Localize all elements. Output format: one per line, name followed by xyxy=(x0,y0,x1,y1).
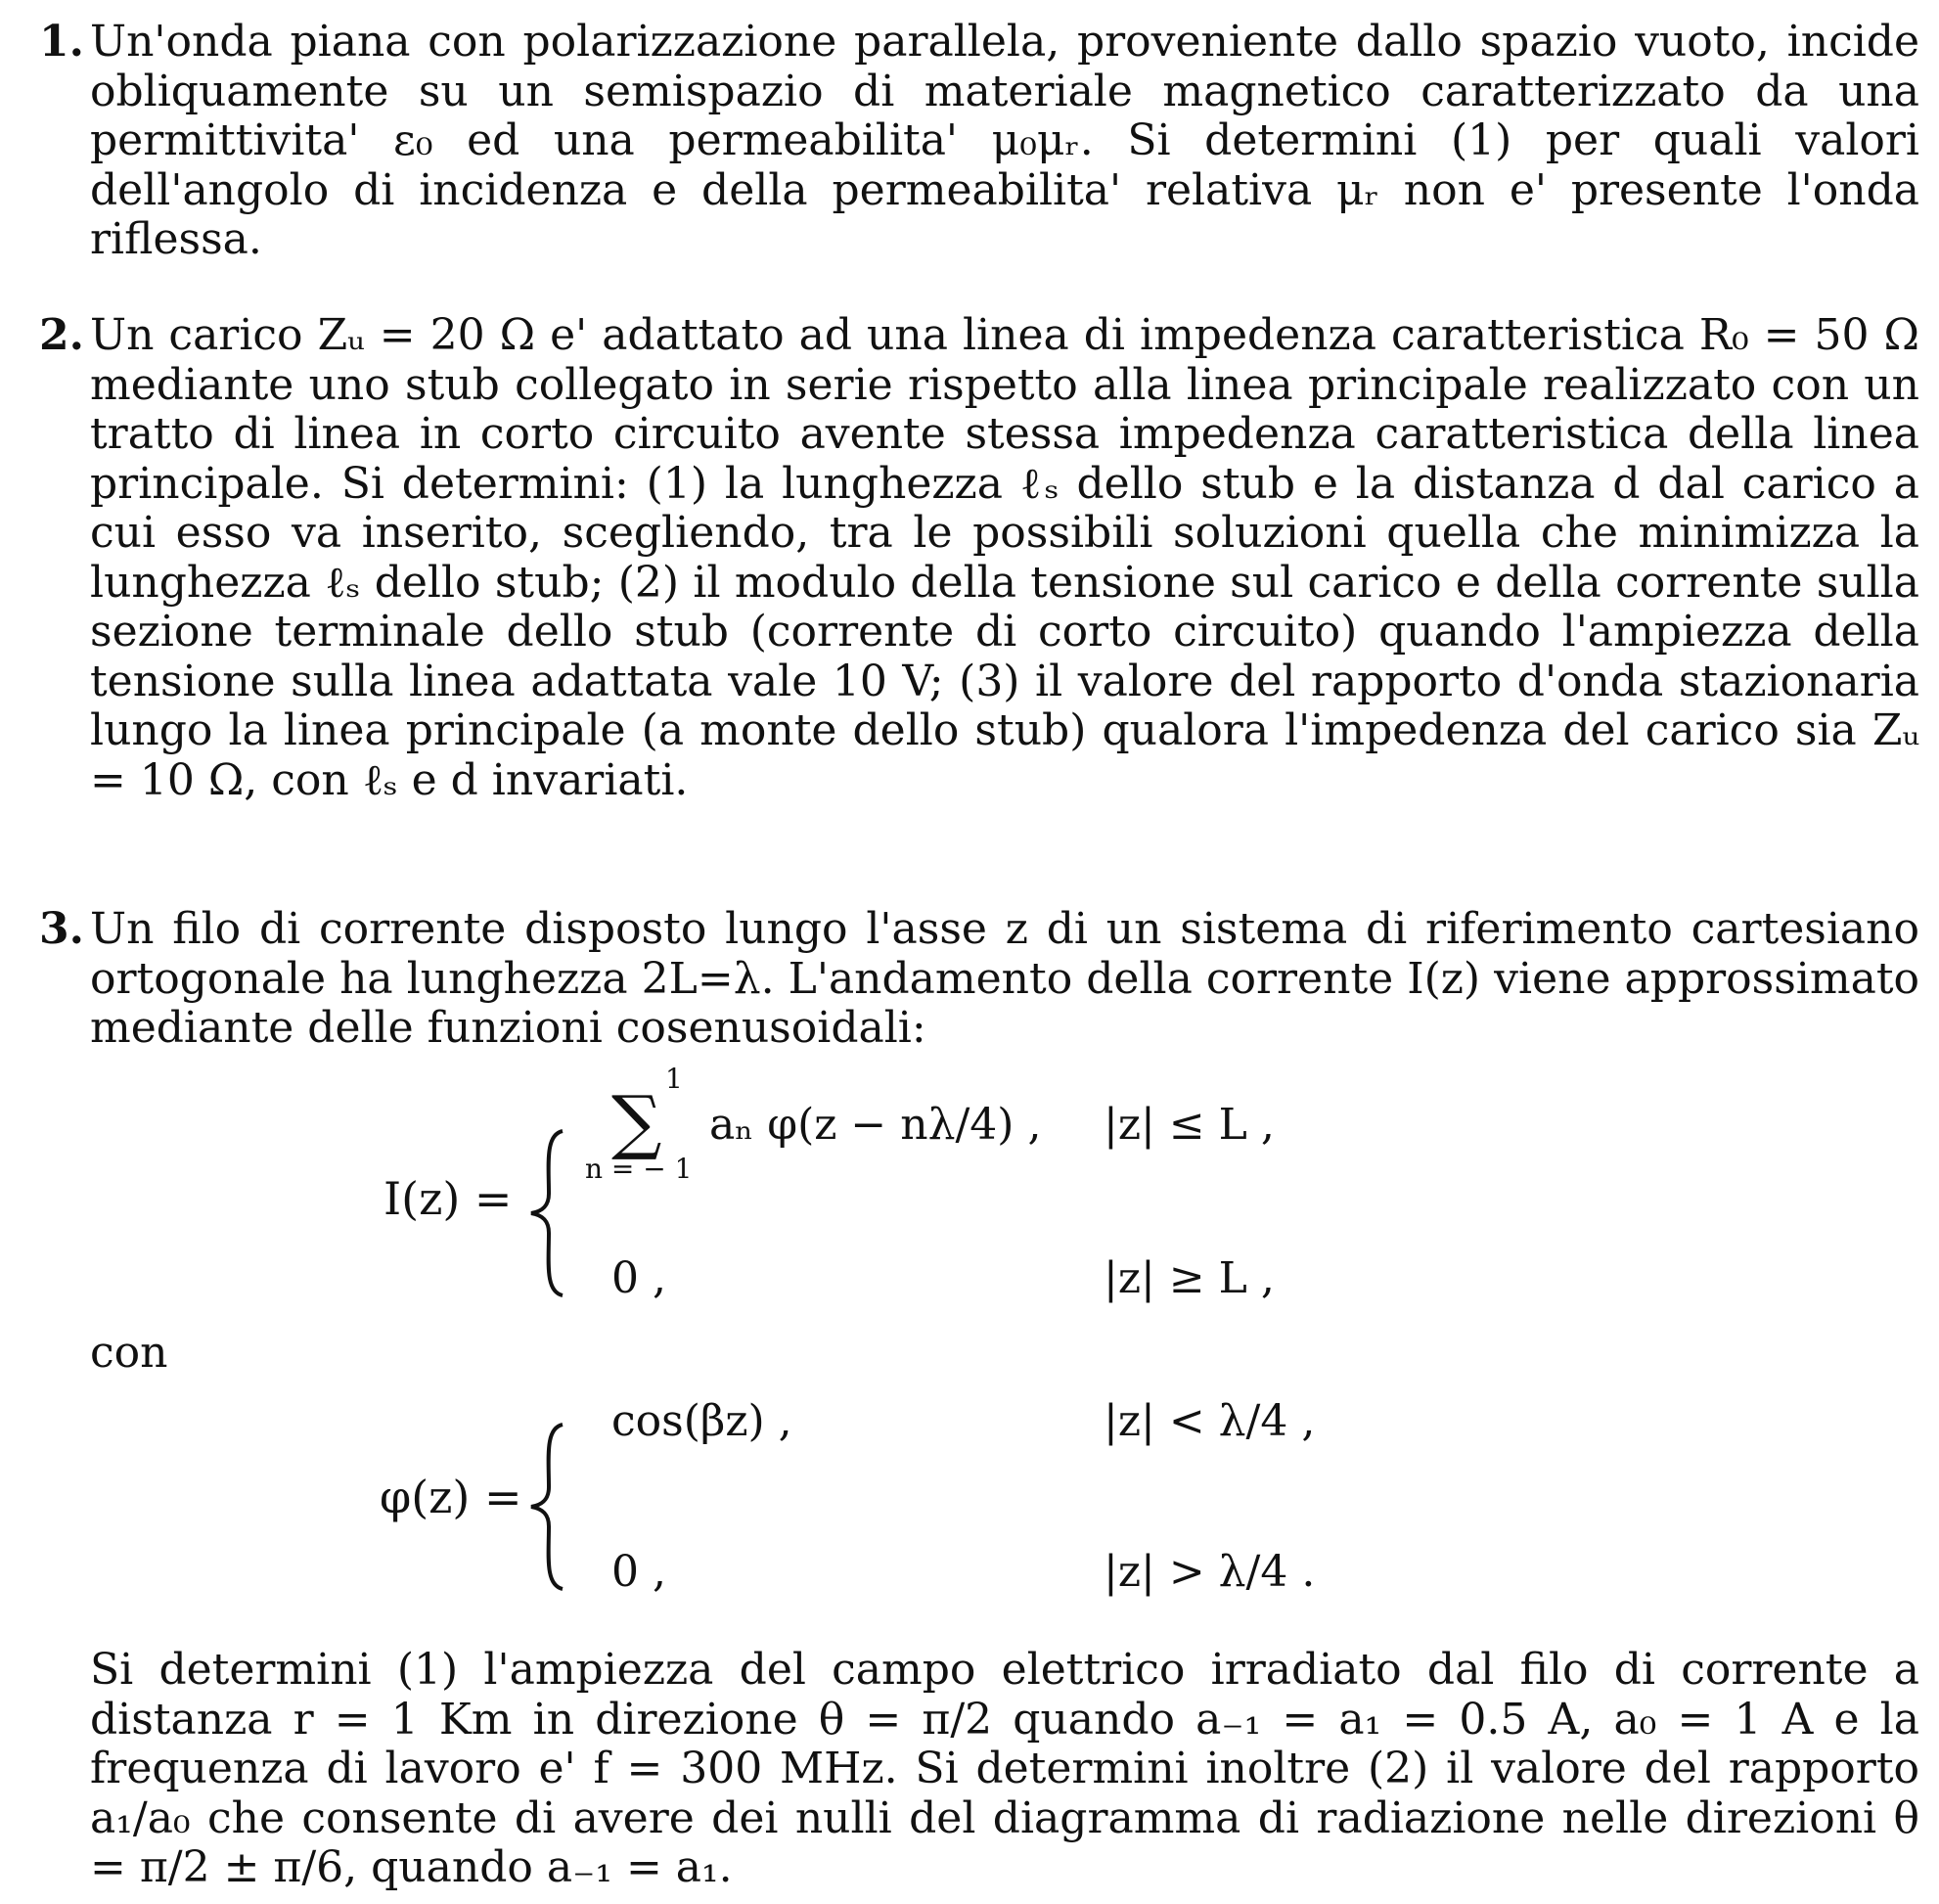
problem-text: Un'onda piana con polarizzazione parallela, proveniente dallo spazio vuoto, incide obliquamente su un semispazio di materiale magnetico caratterizzato da una permittivita' ε₀ ed una permeabilita' μ₀μᵣ. Si determini (1) per quali valori dell'angolo di incidenza e della permeabilita' relativa μᵣ non e' presente l'onda riflessa. xyxy=(90,17,1919,264)
sum-lower-limit: n = − 1 xyxy=(585,1153,693,1185)
problem-number: 1. xyxy=(39,17,84,67)
left-brace-icon xyxy=(523,1419,572,1595)
case-1-expression: aₙ φ(z − nλ/4) , xyxy=(709,1100,1042,1150)
case-1-condition: |z| < λ/4 , xyxy=(1104,1396,1316,1446)
connector-text: con xyxy=(90,1328,168,1378)
case-1-condition: |z| ≤ L , xyxy=(1104,1100,1275,1150)
left-brace-icon xyxy=(523,1125,572,1301)
equation-lhs: φ(z) = xyxy=(380,1471,522,1523)
case-2-expression: 0 , xyxy=(611,1253,666,1303)
equation-lhs: I(z) = xyxy=(383,1172,513,1225)
final-question-text: Si determini (1) l'ampiezza del campo elettrico irradiato dal filo di corrente a distanza r = 1 Km in direzione θ = π/2 quando a₋₁ = a₁ = 0.5 A, a₀ = 1 A e la frequenza di lavoro e' f = 300 MHz. Si determini inoltre (2) il valore del rapporto a₁/a₀ che consente di avere dei nulli del diagramma di radiazione nelle direzioni θ = π/2 ± π/6, quando a₋₁ = a₁. xyxy=(90,1645,1919,1892)
problem-text: Un carico Zᵤ = 20 Ω e' adattato ad una linea di impedenza caratteristica R₀ = 50 Ω mediante uno stub collegato in serie rispetto alla linea principale realizzato con un tratto di linea in corto circuito avente stessa impedenza caratteristica della linea principale. Si determini: (1) la lunghezza ℓₛ dello stub e la distanza d dal carico a cui esso va inserito, scegliendo, tra le possibili soluzioni quella che minimizza la lunghezza ℓₛ dello stub; (2) il modulo della tensione sul carico e della corrente sulla sezione terminale dello stub (corrente di corto circuito) quando l'ampiezza della tensione sulla linea adattata vale 10 V; (3) il valore del rapporto d'onda stazionaria lungo la linea principale (a monte dello stub) qualora l'impedenza del carico sia Zᵤ = 10 Ω, con ℓₛ e d invariati. xyxy=(90,310,1919,805)
summation-symbol: ∑ xyxy=(611,1080,662,1162)
case-2-condition: |z| > λ/4 . xyxy=(1104,1547,1316,1597)
case-1-expression: cos(βz) , xyxy=(611,1396,792,1446)
problem-number: 3. xyxy=(39,904,84,954)
problem-text: Un filo di corrente disposto lungo l'asse z di un sistema di riferimento cartesiano ortogonale ha lunghezza 2L=λ. L'andamento della corrente I(z) viene approssimato mediante delle funzioni cosenusoidali: xyxy=(90,904,1919,1053)
sum-upper-limit: 1 xyxy=(665,1063,683,1095)
case-2-condition: |z| ≥ L , xyxy=(1104,1253,1275,1303)
case-2-expression: 0 , xyxy=(611,1547,666,1597)
problem-number: 2. xyxy=(39,310,84,360)
